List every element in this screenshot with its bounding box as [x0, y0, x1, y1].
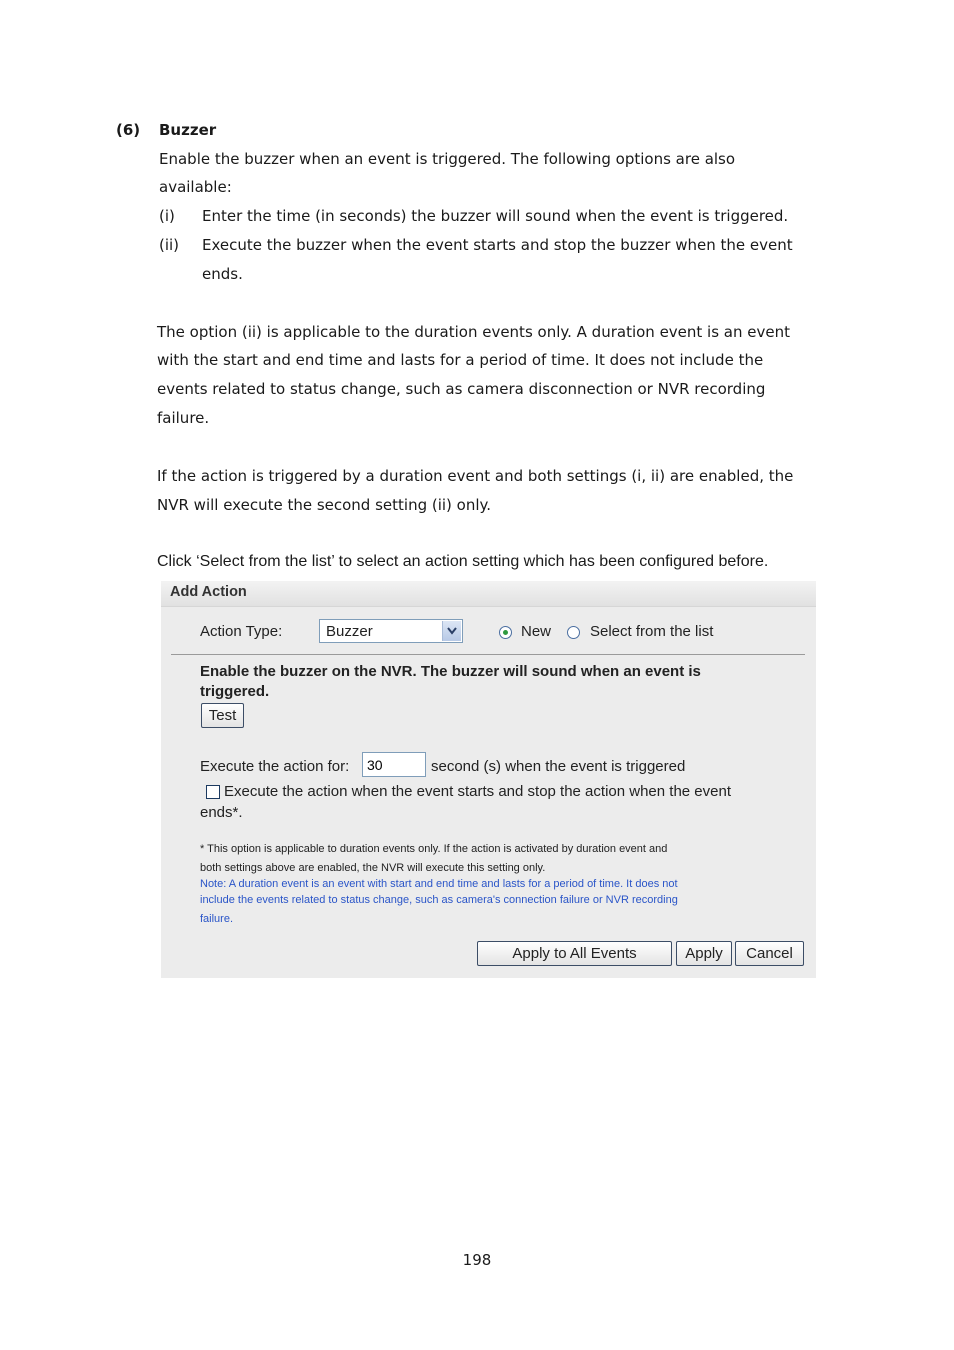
- footnote-line1: * This option is applicable to duration events only. If the action is activated by duration event and: [200, 843, 668, 855]
- apply-to-all-events-button[interactable]: Apply to All Events: [477, 941, 672, 966]
- radio-new-label: New: [521, 623, 552, 640]
- paragraph-1-line4: failure.: [157, 409, 210, 427]
- divider: [171, 654, 805, 655]
- option-ii-text-line2: ends.: [202, 265, 243, 283]
- paragraph-2-line1: If the action is triggered by a duration event and both settings (i, ii) are enabled, the: [157, 467, 794, 485]
- section-number: (6): [116, 121, 141, 139]
- description-line2: triggered.: [200, 683, 270, 700]
- add-action-panel: [161, 581, 816, 978]
- note-line3: failure.: [200, 913, 234, 925]
- execute-label: Execute the action for:: [200, 758, 350, 775]
- execute-suffix: second (s) when the event is triggered: [431, 758, 686, 775]
- execute-start-stop-checkbox[interactable]: [206, 785, 220, 799]
- option-ii-text-line1: Execute the buzzer when the event starts and stop the buzzer when the event: [202, 236, 793, 254]
- paragraph-3: Click ‘Select from the list’ to select an action setting which has been configured before.: [157, 553, 769, 570]
- footnote-line2: both settings above are enabled, the NVR will execute this setting only.: [200, 862, 546, 874]
- duration-seconds-input[interactable]: [362, 752, 426, 777]
- note-line2: include the events related to status change, such as camera's connection failure or NVR recording: [200, 894, 678, 906]
- intro-text-line1: Enable the buzzer when an event is triggered. The following options are also: [159, 150, 736, 168]
- intro-text-line2: available:: [159, 178, 232, 196]
- checkbox-label-line2: ends*.: [200, 804, 243, 821]
- checkbox-label-line1: Execute the action when the event starts and stop the action when the event: [224, 783, 731, 800]
- paragraph-1-line2: with the start and end time and lasts for a period of time. It does not include the: [157, 351, 764, 369]
- apply-button[interactable]: Apply: [676, 941, 732, 966]
- paragraph-1-line3: events related to status change, such as camera disconnection or NVR recording: [157, 380, 766, 398]
- description-line1: Enable the buzzer on the NVR. The buzzer will sound when an event is: [200, 663, 701, 680]
- panel-title-bar: [161, 581, 816, 607]
- action-type-value: Buzzer: [326, 623, 373, 640]
- test-button[interactable]: Test: [201, 703, 244, 728]
- section-title: Buzzer: [159, 121, 217, 139]
- option-ii-marker: (ii): [159, 236, 180, 254]
- panel-title: Add Action: [170, 584, 247, 600]
- paragraph-2-line2: NVR will execute the second setting (ii) only.: [157, 496, 492, 514]
- chevron-down-icon[interactable]: [442, 621, 461, 641]
- note-line1: Note: A duration event is an event with start and end time and lasts for a period of time. It does not: [200, 878, 678, 890]
- page-number: 198: [462, 1251, 492, 1269]
- option-i-text: Enter the time (in seconds) the buzzer will sound when the event is triggered.: [202, 207, 789, 225]
- option-i-marker: (i): [159, 207, 175, 225]
- radio-new[interactable]: [499, 626, 512, 639]
- radio-select-from-list-label: Select from the list: [590, 623, 714, 640]
- radio-select-from-list[interactable]: [567, 626, 580, 639]
- action-type-label: Action Type:: [200, 623, 283, 640]
- action-type-select[interactable]: [319, 619, 463, 643]
- cancel-button[interactable]: Cancel: [735, 941, 804, 966]
- paragraph-1-line1: The option (ii) is applicable to the duration events only. A duration event is an event: [157, 323, 790, 341]
